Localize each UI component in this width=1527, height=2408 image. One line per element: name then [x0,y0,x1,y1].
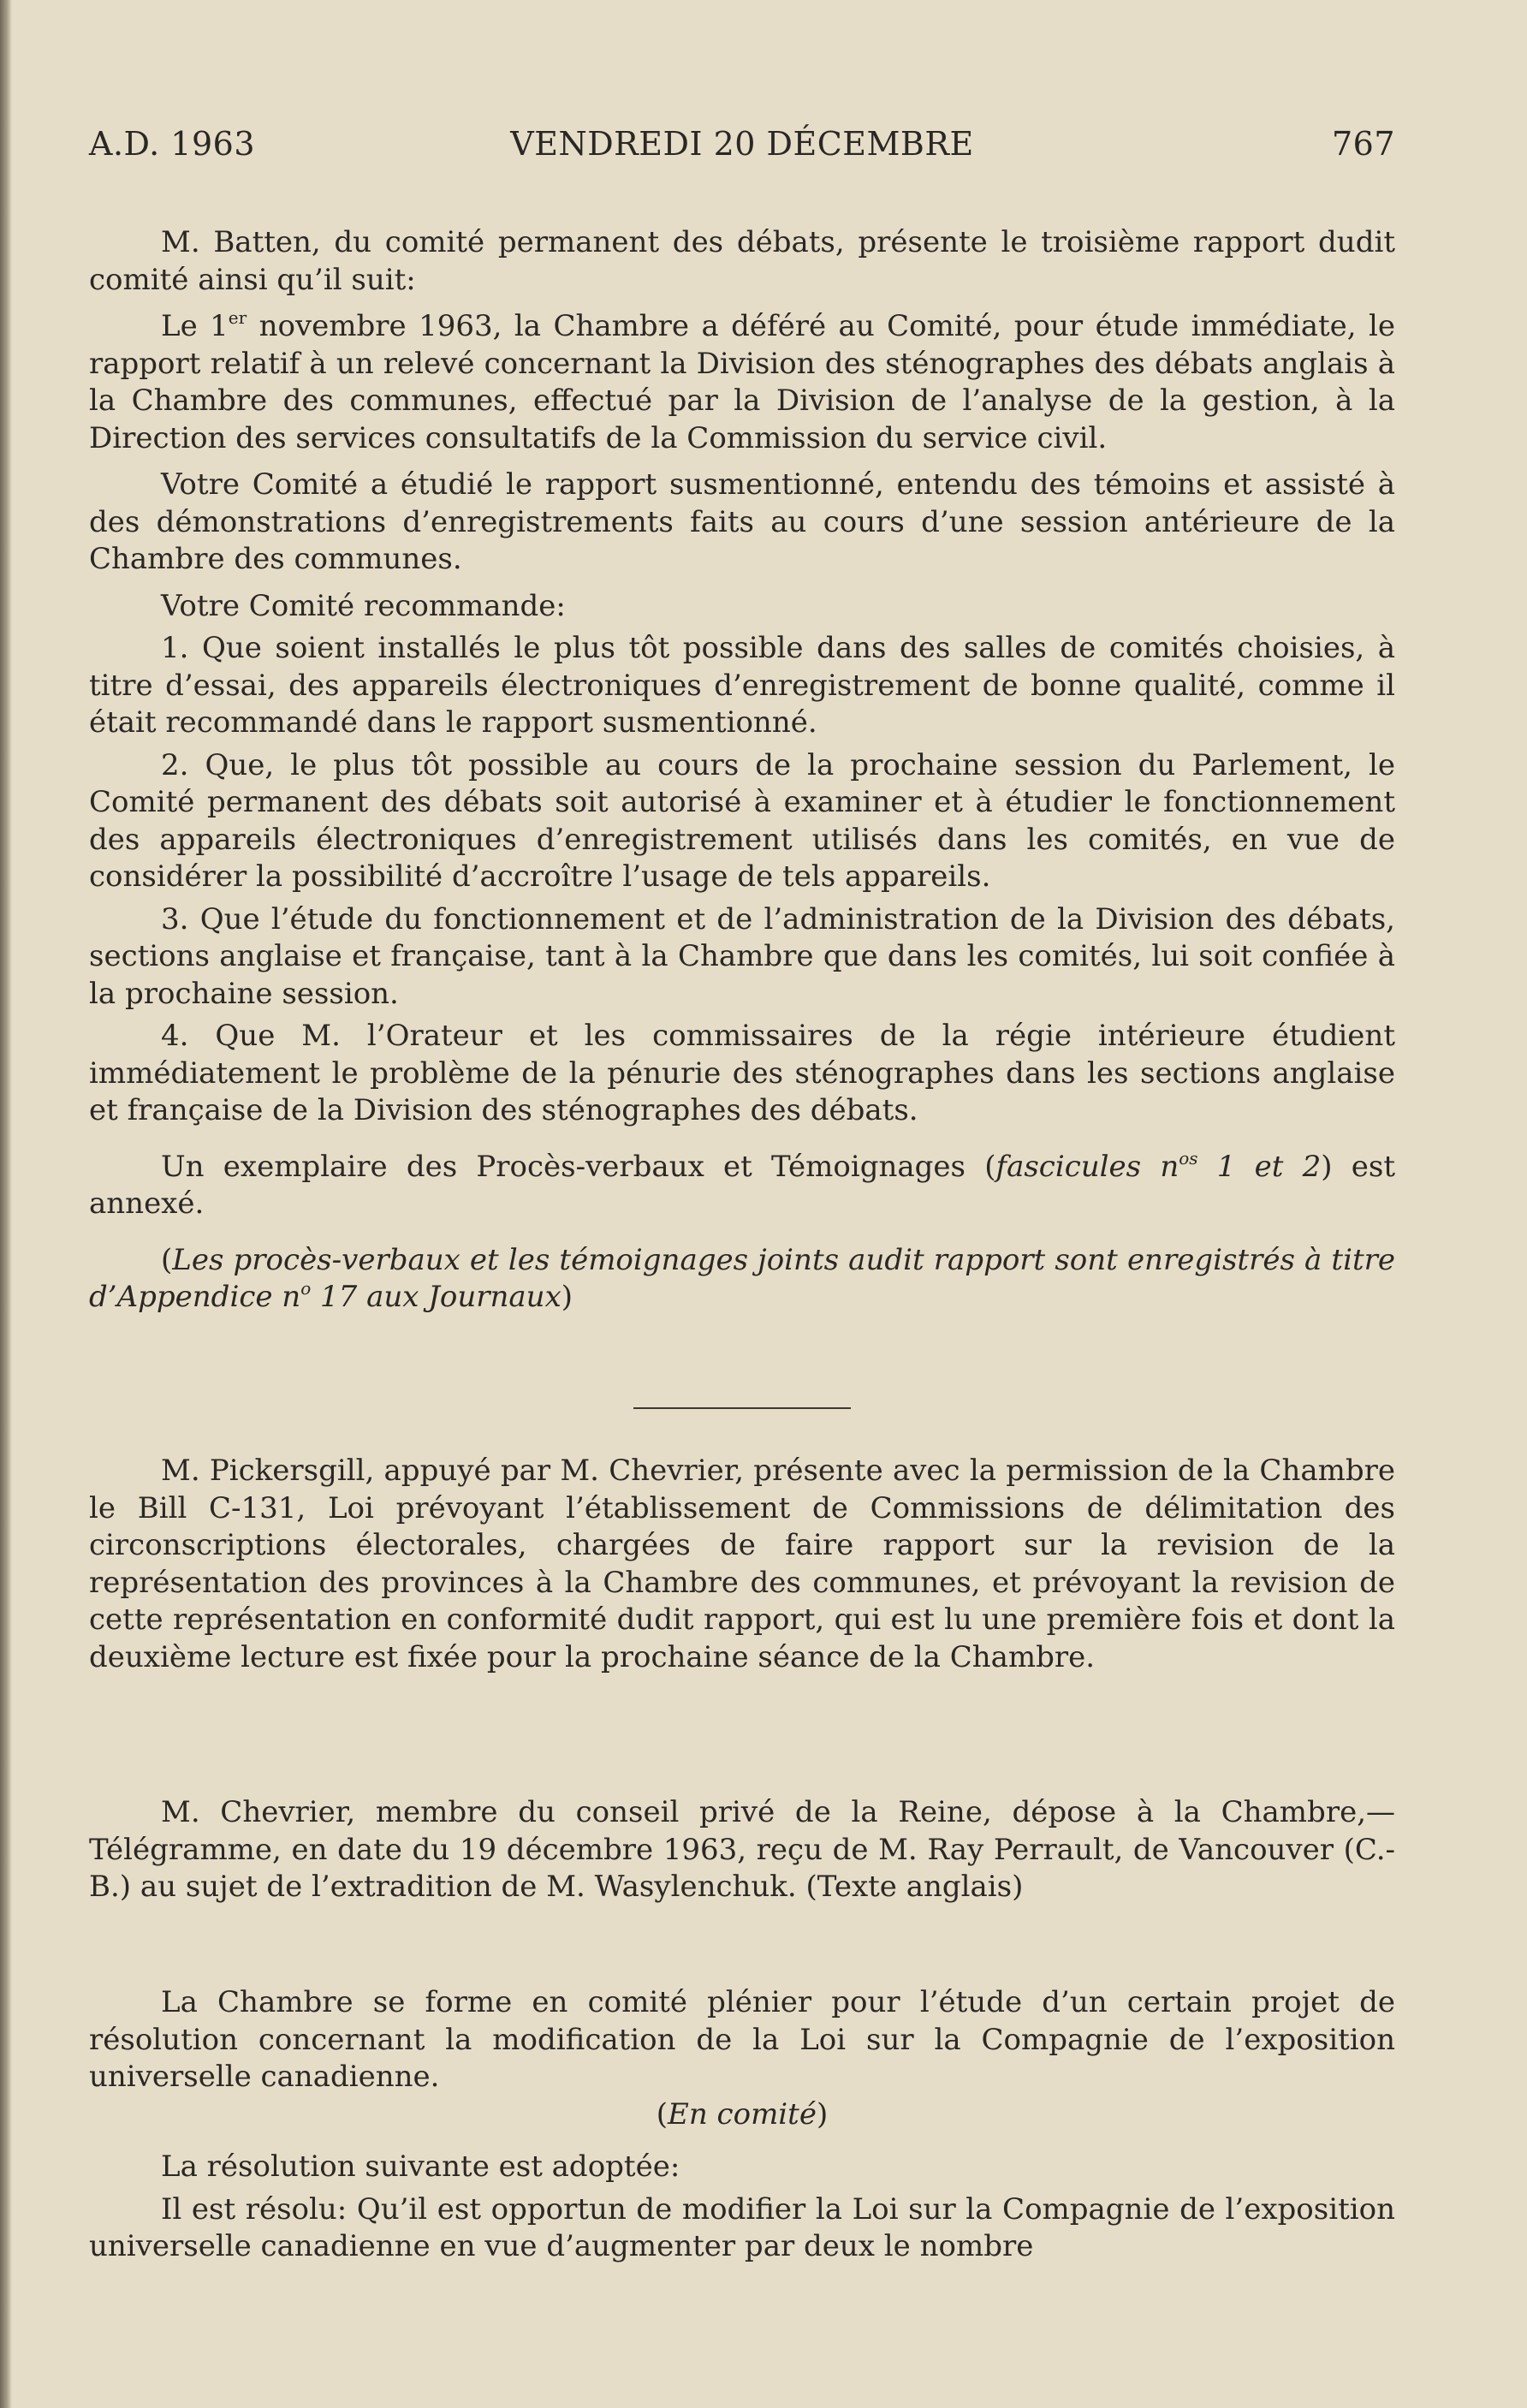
header-year: A.D. 1963 [89,125,255,163]
report-paragraph-1: Le 1er novembre 1963, la Chambre a déféré au Comité, pour étude immédiate, le rapport relatif à un relevé concernant la Division des sténographes des débats anglais à la Chambre des communes, effectué par la Division de l’analyse de la gestion, à la Direction des services consultatifs de la Commission du service civil. [89,307,1395,455]
page-number: 767 [1331,125,1395,163]
resolution-text: Il est résolu: Qu’il est opportun de modifier la Loi sur la Compagnie de l’exposition universelle canadienne en vue d’augmenter par deux le nombre [89,2191,1395,2263]
telegram-paragraph: M. Chevrier, membre du conseil privé de la Reine, dépose à la Chambre,— Télégramme, en date du 19 décembre 1963, reçu de M. Ray Perrault, de Vancouver (C.-B.) au sujet de l’extradition de M. Wasylenchuk. (Texte anglais) [89,1795,1395,1904]
appendix-note: (Les procès-verbaux et les témoignages joints audit rapport sont enregistrés à titre d’Appendice $n^o$ 17 aux Journaux) [89,1242,1395,1314]
committee-report-section [89,224,1395,1317]
bill-paragraph: M. Pickersgill, appuyé par M. Chevrier, présente avec la permission de la Chambre le Bill C-131, Loi prévoyant l’établissement de Commissions de délimitation des circonscriptions électorales, chargées de faire rapport sur la revision de la représentation des provinces à la Chambre des communes, et prévoyant la revision de cette représentation en conformité dudit rapport, qui est lu une première fois et dont la deuxième lecture est fixée pour la prochaine séance de la Chambre. [89,1454,1395,1674]
report-intro: M. Batten, du comité permanent des débats, présente le troisième rapport dudit comité ainsi qu’il suit: [89,225,1395,297]
committee-section [89,1984,1395,2266]
report-paragraph-2: Votre Comité a étudié le rapport susmentionné, entendu des témoins et assisté à des démonstrations d’enregistrements faits au cours d’une session antérieure de la Chambre des communes. [89,467,1395,576]
annex-note: Un exemplaire des Procès-verbaux et Témoignages (fascicules $n^{os}$ 1 et 2) est annexé. [89,1147,1396,1221]
running-header [89,125,1395,168]
journal-page [89,0,1395,2408]
recommendation-1: 1. Que soient installés le plus tôt possible dans des salles de comités choisies, à titre d’essai, des appareils électroniques d’enregistrement de bonne qualité, comme il était recommandé dans le rapport susmentionné. [89,631,1395,740]
bill-section [89,1453,1395,1676]
header-date: VENDREDI 20 DÉCEMBRE [510,125,974,163]
in-committee-label: (En comité) [656,2096,829,2132]
report-recommends: Votre Comité recommande: [161,588,566,623]
telegram-section [89,1794,1395,1906]
committee-intro: La Chambre se forme en comité plénier pour l’étude d’un certain projet de résolution concernant la modification de la Loi sur la Compagnie de l’exposition universelle canadienne. [89,1985,1395,2094]
recommendation-2: 2. Que, le plus tôt possible au cours de la prochaine session du Parlement, le Comité permanent des débats soit autorisé à examiner et à étudier le fonctionnement des appareils électroniques d’enregistrement utilisés dans les comités, en vue de considérer la possibilité d’accroître l’usage de tels appareils. [89,747,1395,894]
section-divider [633,1407,851,1409]
recommendation-4: 4. Que M. l’Orateur et les commissaires de la régie intérieure étudient immédiatement le problème de la pénurie des sténographes dans les sections anglaise et française de la Division des sténographes des débats. [89,1019,1395,1127]
recommendation-3: 3. Que l’étude du fonctionnement et de l’administration de la Division des débats, sections anglaise et française, tant à la Chambre que dans les comités, lui soit confiée à la prochaine session. [89,901,1395,1011]
resolution-adopted: La résolution suivante est adoptée: [161,2149,680,2184]
page-spine-edge [0,0,12,2408]
